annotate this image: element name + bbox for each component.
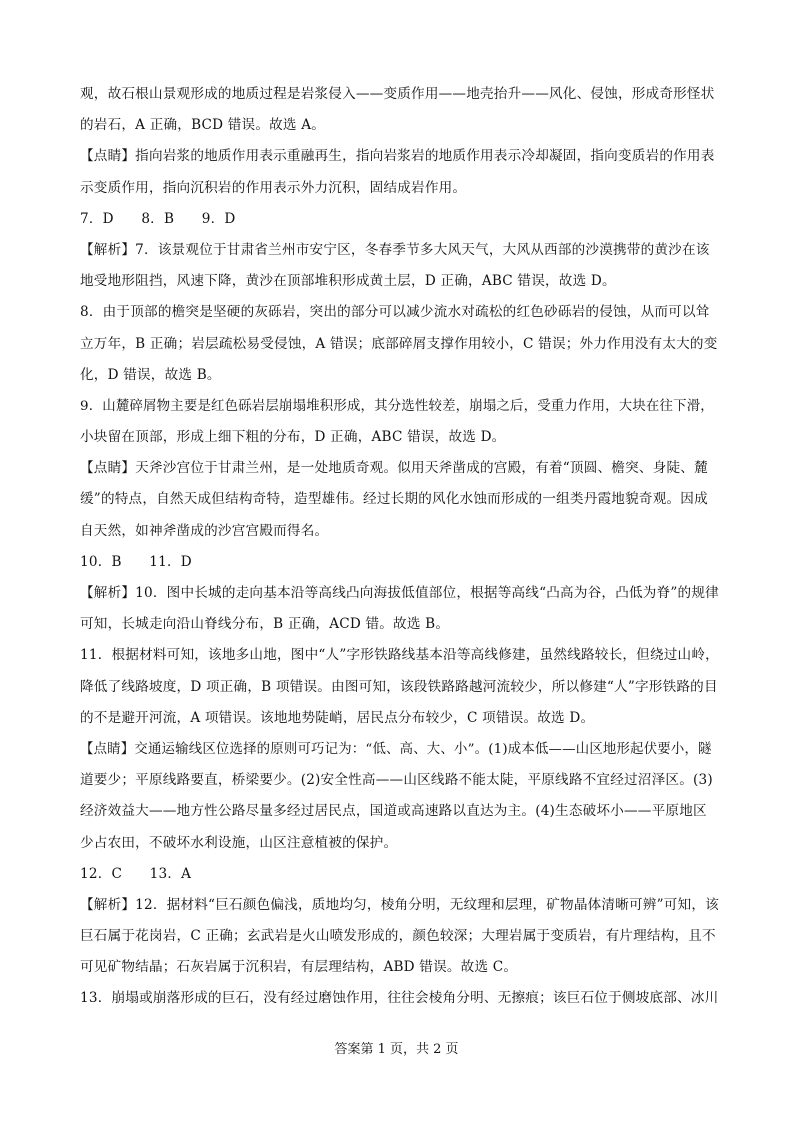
text-line-11: 9．山麓碎屑物主要是红色砾岩层崩塌堆积形成，其分选性较差，崩塌之后，受重力作用，大块在往下滑， bbox=[80, 398, 714, 414]
text-line-4: 示变质作用，指向沉积岩的作用表示外力沉积，固结成岩作用。 bbox=[80, 179, 467, 196]
text-line-17: 【解析】10．图中长城的走向基本沿等高线凸向海拔低值部位，根据等高线“凸高为谷，凸低为脊”的规律 bbox=[80, 585, 719, 601]
answer-key-10-11: 10．B 11．D bbox=[80, 553, 192, 570]
answer-key-7-9: 7．D 8．B 9．D bbox=[80, 210, 236, 227]
text-line-9: 立万年，B 正确；岩层疏松易受侵蚀，A 错误；底部碎屑支撑作用较小，C 错误；外力作用没有太大的变 bbox=[80, 335, 718, 352]
text-line-10: 化，D 错误，故选 B。 bbox=[80, 366, 221, 383]
text-line-29: 可见矿物结晶；石灰岩属于沉积岩，有层理结构，ABD 错误。故选 C。 bbox=[80, 959, 518, 976]
text-line-6: 【解析】7．该景观位于甘肃省兰州市安宁区，冬春季节多大风天气，大风从西部的沙漠携带的黄沙在该 bbox=[80, 241, 710, 258]
text-line-7: 地受地形阻挡，风速下降，黄沙在顶部堆积形成黄土层，D 正确，ABC 错误，故选 D。 bbox=[80, 273, 616, 290]
text-line-23: 道要少；平原线路要直，桥梁要少。(2)安全性高——山区线路不能太陡，平原线路不宜经过沼泽区。(3) bbox=[80, 772, 713, 789]
text-line-15: 自天然，如神斧凿成的沙宫宫殿而得名。 bbox=[80, 522, 329, 539]
text-line-30: 13．崩塌或崩落形成的巨石，没有经过磨蚀作用，往往会棱角分明、无擦痕；该巨石位于侧坡底部、冰川 bbox=[80, 990, 719, 1007]
text-line-27: 【解析】12．据材料“巨石颜色偏浅，质地均匀，棱角分明，无纹理和层理，矿物晶体清晰可辨”可知，该 bbox=[80, 896, 719, 913]
answer-text-body bbox=[80, 79, 720, 1015]
text-line-13: 【点睛】天斧沙宫位于甘肃兰州，是一处地质奇观。似用天斧凿成的宫殿，有着“顶圆、檐突、身陡、麓 bbox=[80, 460, 708, 477]
text-line-8: 8．由于顶部的檐突是坚硬的灰砾岩，突出的部分可以减少流水对疏松的红色砂砾岩的侵蚀，从而可以耸 bbox=[80, 304, 710, 321]
text-line-1: 观，故石根山景观形成的地质过程是岩浆侵入——变质作用——地壳抬升——风化、侵蚀，形成奇形怪状 bbox=[80, 86, 715, 102]
text-line-24: 经济效益大——地方性公路尽量多经过居民点，国道或高速路以直达为主。(4)生态破坏小——平原地区 bbox=[80, 803, 707, 820]
text-line-28: 巨石属于花岗岩，C 正确；玄武岩是火山喷发形成的，颜色较深；大理岩属于变质岩，有片理结构，且不 bbox=[80, 928, 716, 945]
text-line-25: 少占农田，不破坏水利设施，山区注意植被的保护。 bbox=[80, 834, 398, 851]
text-line-20: 降低了线路坡度，D 项正确，B 项错误。由图可知，该段铁路路越河流较少，所以修建“人”字形铁路的目 bbox=[80, 678, 718, 695]
text-line-18: 可知，长城走向沿山脊线分布，B 正确，ACD 错。故选 B。 bbox=[80, 616, 450, 633]
page-footer: 答案第 1 页，共 2 页 bbox=[334, 1042, 459, 1057]
text-line-21: 的不是避开河流，A 项错误。该地地势陡峭，居民点分布较少，C 项错误。故选 D。 bbox=[80, 709, 595, 726]
text-line-14: 缓”的特点，自然天成但结构奇特，造型雄伟。经过长期的风化水蚀而形成的一组类丹霞地貌奇观。因成 bbox=[80, 491, 708, 508]
text-line-2: 的岩石，A 正确，BCD 错误。故选 A。 bbox=[80, 117, 326, 134]
text-line-3: 【点睛】指向岩浆的地质作用表示重融再生，指向岩浆岩的地质作用表示冷却凝固，指向变质岩的作用表 bbox=[80, 148, 715, 165]
text-line-22: 【点睛】交通运输线区位选择的原则可巧记为：“低、高、大、小”。(1)成本低——山区地形起伏要小，隧 bbox=[80, 741, 712, 757]
text-line-19: 11．根据材料可知，该地多山地，图中“人”字形铁路线基本沿等高线修建，虽然线路较长，但绕过山岭， bbox=[80, 647, 719, 664]
answer-key-12-13: 12．C 13．A bbox=[80, 865, 192, 882]
text-line-12: 小块留在顶部，形成上细下粗的分布，D 正确，ABC 错误，故选 D。 bbox=[80, 429, 506, 446]
